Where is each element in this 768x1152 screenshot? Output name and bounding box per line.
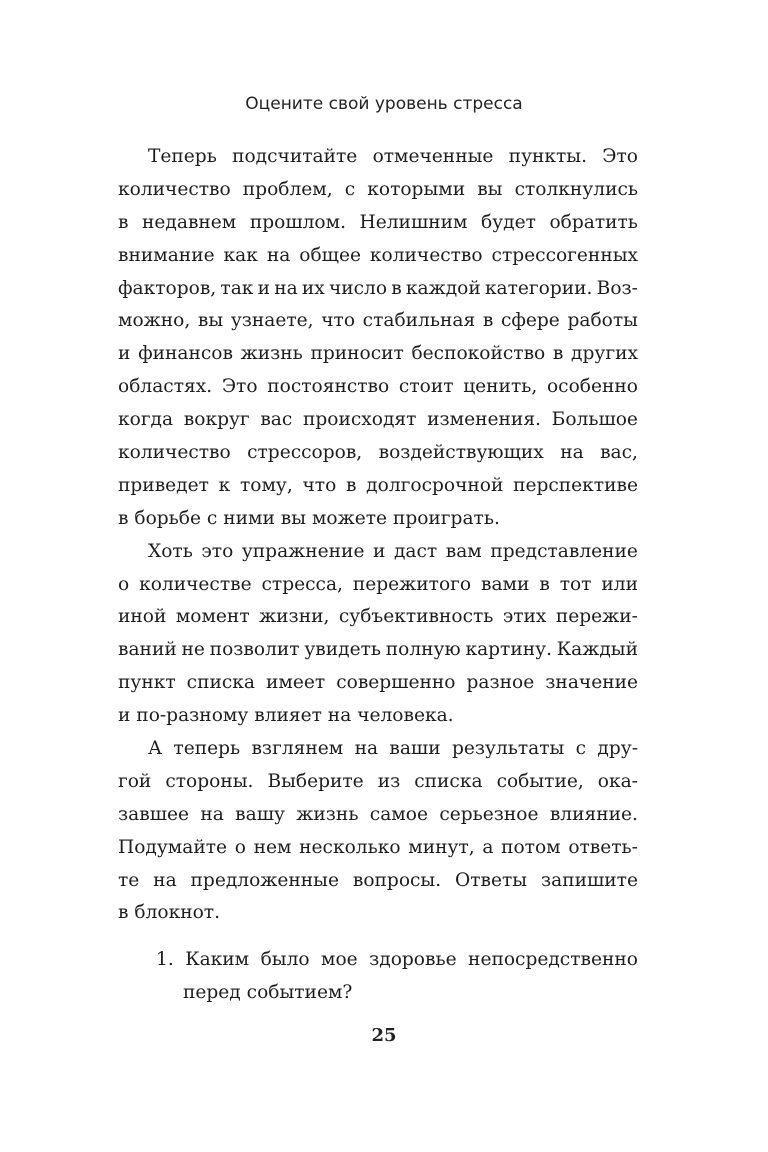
text-line: и по-разному влияет на человека.	[118, 705, 454, 727]
page-number: 25	[371, 1025, 397, 1046]
text-line: Теперь подсчитайте отмеченные пункты. Это	[148, 146, 638, 167]
text-line: пункт списка имеет совершенно разное значение	[118, 672, 638, 694]
text-line: те на предложенные вопросы. Ответы запишите	[118, 869, 638, 891]
text-line: Подумайте о нем несколько минут, а потом ответь-	[118, 836, 638, 858]
text-line: перед событием?	[183, 982, 353, 1004]
text-line: в недавнем прошлом. Нелишним будет обратить	[118, 211, 638, 233]
text-line: количество проблем, с которыми вы столкнулись	[118, 178, 638, 200]
text-line: ваний не позволит увидеть полную картину. Каждый	[118, 639, 638, 661]
text-line: факторов, так и на их число в каждой категории. Воз-	[118, 277, 638, 299]
paragraph-2	[118, 536, 638, 733]
text-line: количество стрессоров, воздействующих на вас,	[118, 442, 638, 464]
text-line: можно, вы узнаете, что стабильная в сфере работы	[118, 310, 638, 332]
list-spacer	[118, 930, 638, 944]
text-line: когда вокруг вас происходят изменения. Большое	[118, 409, 638, 431]
running-head: Оцените свой уровень стресса	[245, 94, 523, 114]
text-line: областях. Это постоянство стоит ценить, особенно	[118, 376, 638, 398]
text-line: о количестве стресса, пережитого вами в тот или	[118, 573, 638, 595]
text-line: гой стороны. Выберите из списка событие, ока-	[118, 770, 638, 792]
numbered-list-item	[118, 944, 638, 1010]
body-text	[118, 141, 638, 1010]
text-line: завшее на вашу жизнь самое серьезное влияние.	[118, 803, 638, 825]
text-line: внимание как на общее количество стрессогенных	[118, 244, 638, 266]
text-line: Хоть это упражнение и даст вам представление	[148, 540, 638, 562]
paragraph-1	[118, 141, 638, 536]
text-line: в блокнот.	[118, 902, 220, 924]
text-line: приведет к тому, что в долгосрочной перспективе	[118, 474, 638, 496]
text-line: в борьбе с ними вы можете проиграть.	[118, 507, 500, 529]
text-line: А теперь взглянем на ваши результаты с дру-	[148, 738, 638, 760]
text-line: иной момент жизни, субъективность этих пережи-	[118, 606, 638, 628]
text-line: и финансов жизнь приносит беспокойство в других	[118, 343, 638, 365]
paragraph-3	[118, 733, 638, 930]
text-line: 1. Каким было мое здоровье непосредственно	[156, 949, 638, 971]
